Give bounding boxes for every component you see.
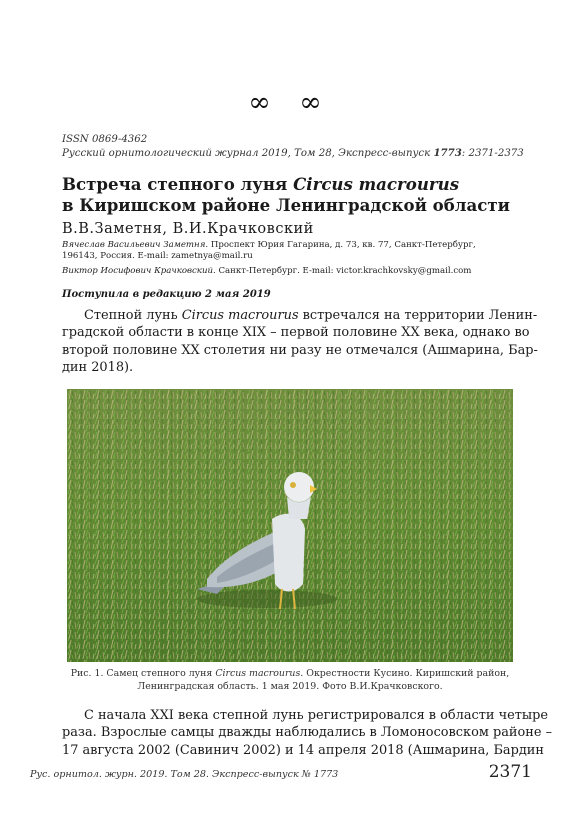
received-date: Поступила в редакцию 2 мая 2019 — [62, 289, 271, 300]
journal-issn: ISSN 0869-4362 — [62, 134, 148, 145]
ornament-divider — [0, 88, 580, 118]
bird-photo — [67, 389, 513, 662]
article-title: Встреча степного луня Circus macrourus в Киришском районе Ленинградской области — [62, 174, 510, 215]
paragraph-2: С начала XXI века степной лунь регистрировался в области четыре раза. Взрослые самцы дважды наблюдались в Ломоносовском районе – 17 августа 2002 (Савинич 2002) и 14 апреля 2018 (Ашмарина, Бардин — [62, 708, 553, 758]
species-name: Circus macrourus — [293, 174, 460, 194]
affiliation-2: Виктор Иосифович Крачковский. Санкт-Петербург. E-mail: victor.krachkovsky@gmail.com — [62, 266, 472, 276]
authors: В.В.Заметня, В.И.Крачковский — [62, 221, 314, 237]
figure-caption: Рис. 1. Самец степного луня Circus macrourus. Окрестности Кусино. Киришский район, Ленинградская область. 1 мая 2019. Фото В.И.Крачковского. — [70, 668, 510, 692]
ornament-left-icon: ∞ — [248, 87, 281, 118]
affiliation-1: Вячеслав Васильевич Заметня. Проспект Юрия Гагарина, д. 73, кв. 77, Санкт-Петербург, 196143, Россия. E-mail: zametnya@mail.ru — [62, 240, 476, 262]
paragraph-1: Степной лунь Circus macrourus встречался на территории Ленин- градской области в конце XIX – первой половине XX века, однако во второй половине XX столетия ни разу не отмечался (Ашмарина, Бар- дин 2018). — [62, 308, 538, 376]
ornament-right-icon: ∞ — [299, 87, 332, 118]
issue-number: 1773 — [433, 147, 462, 159]
page-footer: Рус. орнитол. журн. 2019. Том 28. Экспресс-выпуск № 1773 — [30, 769, 339, 780]
page-number: 2371 — [488, 762, 532, 782]
journal-citation: Русский орнитологический журнал 2019, Том 28, Экспресс-выпуск 1773: 2371-2373 — [62, 147, 524, 159]
